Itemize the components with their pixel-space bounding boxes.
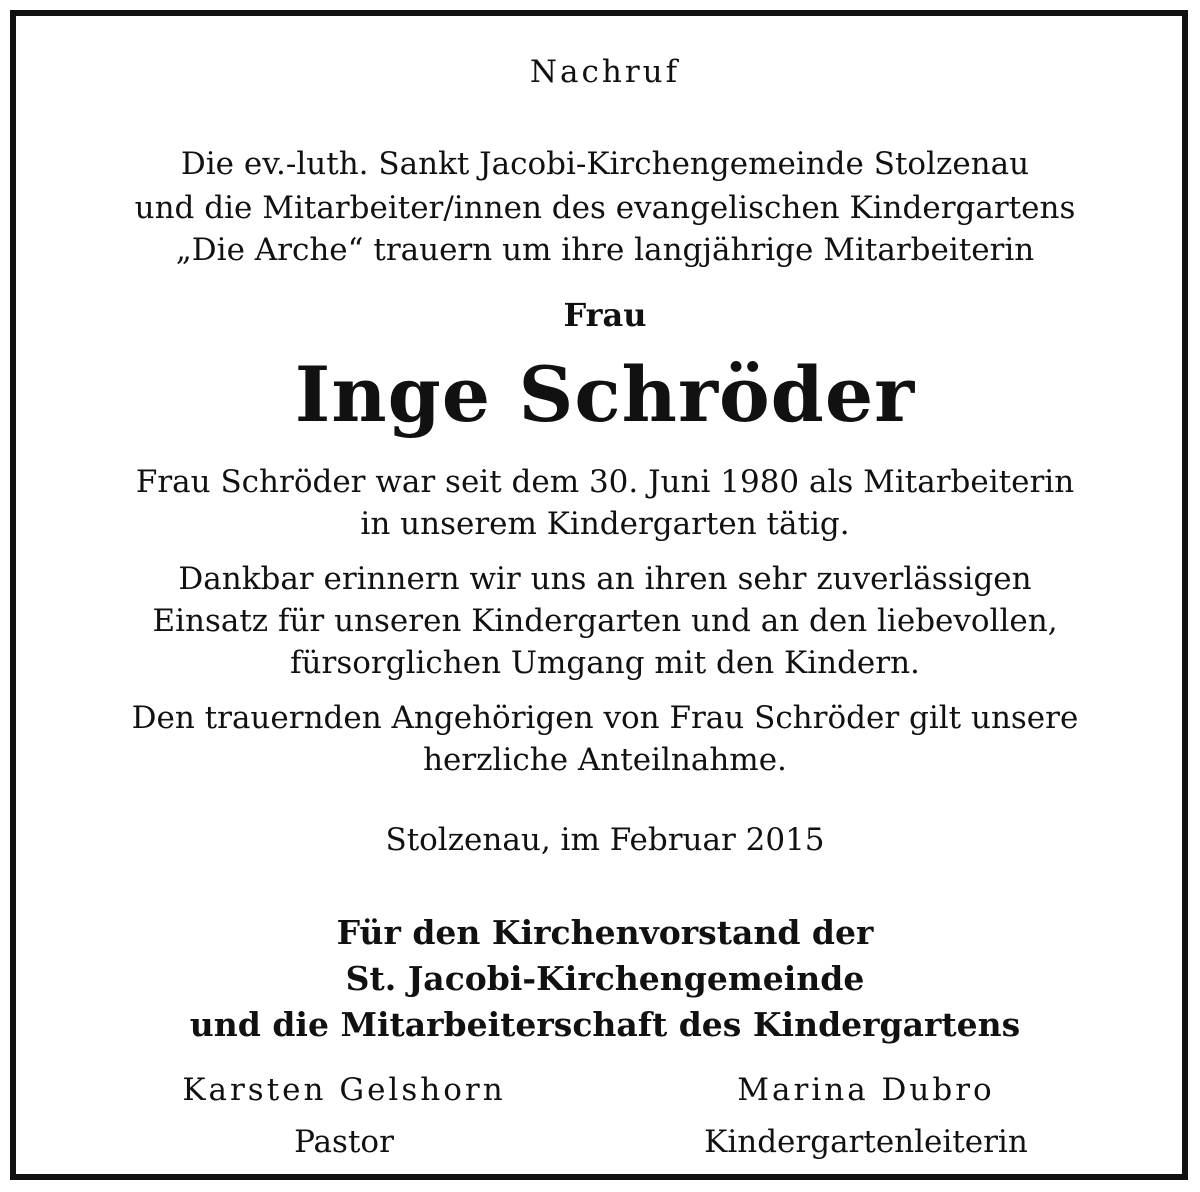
signatory-right: [636, 1072, 1096, 1160]
paragraph-line: in unserem Kindergarten tätig.: [360, 506, 850, 542]
signatory-name: Marina Dubro: [737, 1072, 995, 1108]
paragraph-line: Frau Schröder war seit dem 30. Juni 1980 als Mitarbeiterin: [135, 464, 1075, 500]
salutation: Frau: [563, 296, 647, 334]
obituary-border-frame: [10, 10, 1188, 1180]
paragraph-line: fürsorglichen Umgang mit den Kindern.: [290, 645, 920, 681]
paragraph-line: Dankbar erinnern wir uns an ihren sehr zuverlässigen: [178, 561, 1032, 597]
signatory-heading-line: Für den Kirchenvorstand der: [336, 913, 874, 952]
signatory-name: Karsten Gelshorn: [182, 1072, 506, 1108]
place-date: Stolzenau, im Februar 2015: [385, 822, 825, 858]
obituary-notice: [16, 16, 1194, 1186]
paragraph-line: Einsatz für unseren Kindergarten und an den liebevollen,: [152, 603, 1058, 639]
signatory-role: Pastor: [294, 1124, 394, 1160]
notice-heading: Nachruf: [529, 54, 681, 90]
intro-line: „Die Arche“ trauern um ihre langjährige Mitarbeiterin: [175, 232, 1035, 268]
paragraph-line: Den trauernden Angehörigen von Frau Schröder gilt unsere: [131, 700, 1079, 736]
signatory-heading-line: und die Mitarbeiterschaft des Kindergartens: [189, 1005, 1021, 1044]
signatory-left: [114, 1072, 574, 1160]
deceased-name: Inge Schröder: [294, 350, 916, 439]
signatory-role: Kindergartenleiterin: [704, 1124, 1028, 1160]
intro-line: und die Mitarbeiter/innen des evangelischen Kindergartens: [134, 190, 1076, 226]
paragraph-line: herzliche Anteilnahme.: [423, 742, 787, 778]
signatory-heading-line: St. Jacobi-Kirchengemeinde: [345, 959, 865, 998]
intro-line: Die ev.-luth. Sankt Jacobi-Kirchengemeinde Stolzenau: [180, 146, 1030, 182]
